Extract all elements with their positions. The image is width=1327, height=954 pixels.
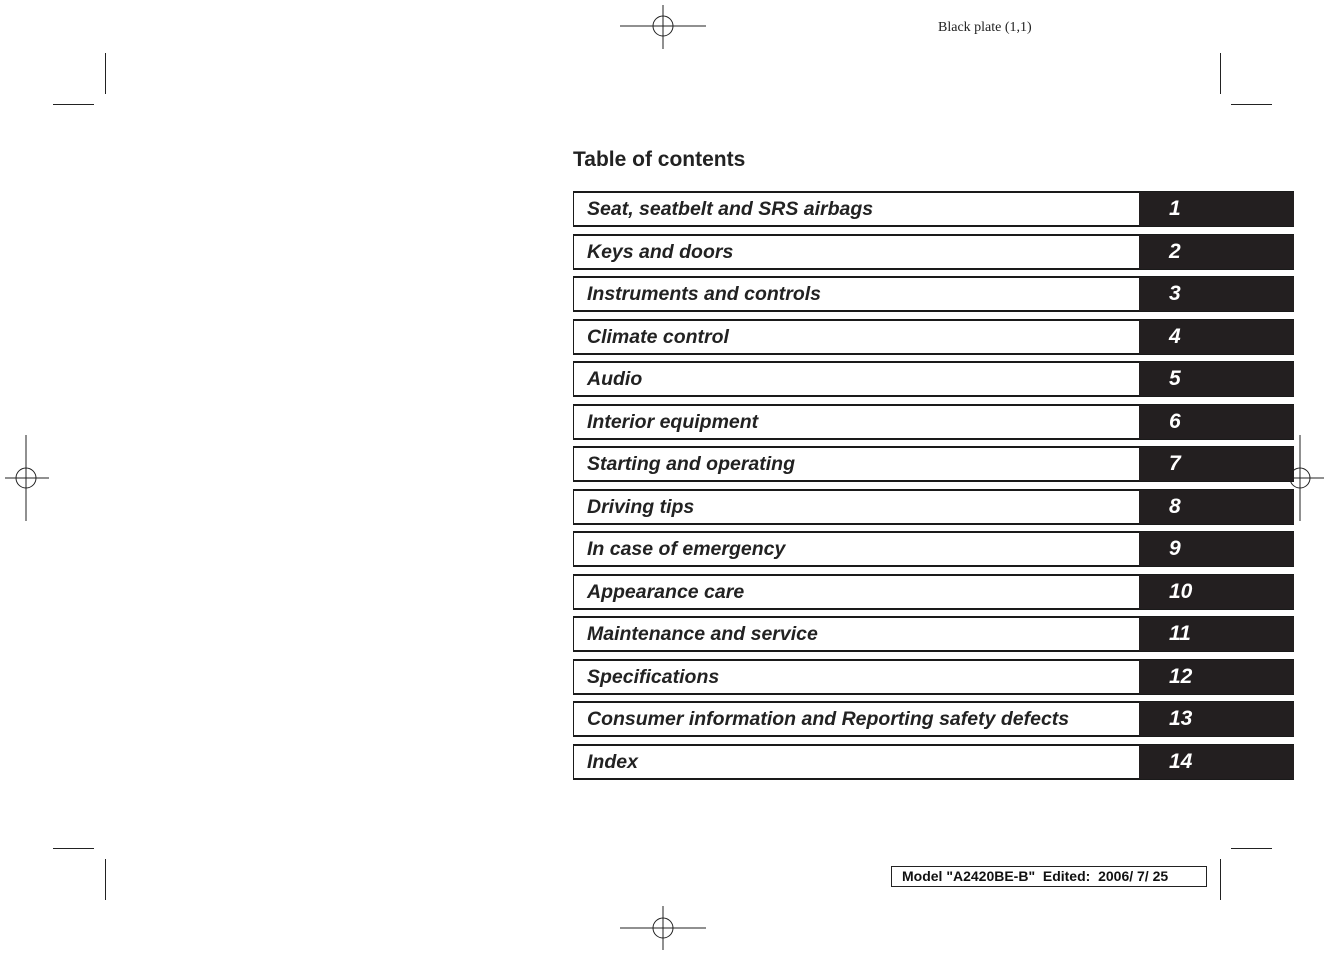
toc-item-emergency[interactable] <box>573 531 1294 567</box>
registration-mark-left <box>5 435 49 521</box>
toc-item-driving-tips[interactable] <box>573 489 1294 525</box>
toc-item-label: Maintenance and service <box>587 623 818 645</box>
toc-item-index[interactable] <box>573 744 1294 780</box>
crop-mark <box>53 848 94 849</box>
chapter-number-tab: 12 <box>1139 660 1294 694</box>
toc-item-label: Starting and operating <box>587 453 796 475</box>
chapter-number-tab: 14 <box>1139 745 1294 779</box>
toc-item-label: Instruments and controls <box>587 283 822 305</box>
chapter-number-tab: 13 <box>1139 702 1294 736</box>
toc-item-consumer-info[interactable] <box>573 701 1294 737</box>
registration-mark-bottom <box>620 906 706 950</box>
chapter-number-tab: 10 <box>1139 575 1294 609</box>
toc-item-label: Seat, seatbelt and SRS airbags <box>587 198 874 220</box>
crop-mark <box>1220 53 1221 94</box>
crop-mark <box>105 53 106 94</box>
toc-item-label: Audio <box>587 368 643 390</box>
crop-mark <box>105 859 106 900</box>
toc-item-label: Driving tips <box>587 495 695 518</box>
chapter-number-tab: 3 <box>1139 277 1294 311</box>
toc-item-label: Appearance care <box>587 580 745 603</box>
chapter-number-tab: 7 <box>1139 447 1294 481</box>
toc-item-starting[interactable] <box>573 446 1294 482</box>
toc-item-label: Index <box>587 750 638 773</box>
plate-label: Black plate (1,1) <box>938 20 1032 35</box>
chapter-number-tab: 4 <box>1139 320 1294 354</box>
crop-mark <box>1220 859 1221 900</box>
toc-item-interior[interactable] <box>573 404 1294 440</box>
chapter-number-tab: 8 <box>1139 490 1294 524</box>
registration-mark-top <box>620 5 706 49</box>
chapter-number-tab: 6 <box>1139 405 1294 439</box>
toc-item-audio[interactable] <box>573 361 1294 397</box>
toc-item-label: Consumer information and Reporting safety defects <box>587 708 1070 730</box>
crop-mark <box>1231 848 1272 849</box>
model-edit-info: Model "A2420BE-B" Edited: 2006/ 7/ 25 <box>891 866 1207 887</box>
toc-item-label: Climate control <box>587 325 729 348</box>
page-title: Table of contents <box>573 148 746 171</box>
toc-item-maintenance[interactable] <box>573 616 1294 652</box>
toc-item-label: Interior equipment <box>587 410 759 433</box>
chapter-number-tab: 2 <box>1139 235 1294 269</box>
chapter-number-tab: 1 <box>1139 192 1294 226</box>
toc-item-climate[interactable] <box>573 319 1294 355</box>
toc-item-seatbelts[interactable] <box>573 191 1294 227</box>
chapter-number-tab: 9 <box>1139 532 1294 566</box>
chapter-number-tab: 5 <box>1139 362 1294 396</box>
toc-list <box>573 191 1294 786</box>
crop-mark <box>1231 104 1272 105</box>
toc-item-label: In case of emergency <box>587 538 786 560</box>
toc-item-specifications[interactable] <box>573 659 1294 695</box>
toc-item-appearance[interactable] <box>573 574 1294 610</box>
chapter-number-tab: 11 <box>1139 617 1294 651</box>
toc-item-keys-doors[interactable] <box>573 234 1294 270</box>
crop-mark <box>53 104 94 105</box>
toc-item-label: Keys and doors <box>587 240 734 263</box>
toc-item-label: Specifications <box>587 665 720 688</box>
toc-item-instruments[interactable] <box>573 276 1294 312</box>
